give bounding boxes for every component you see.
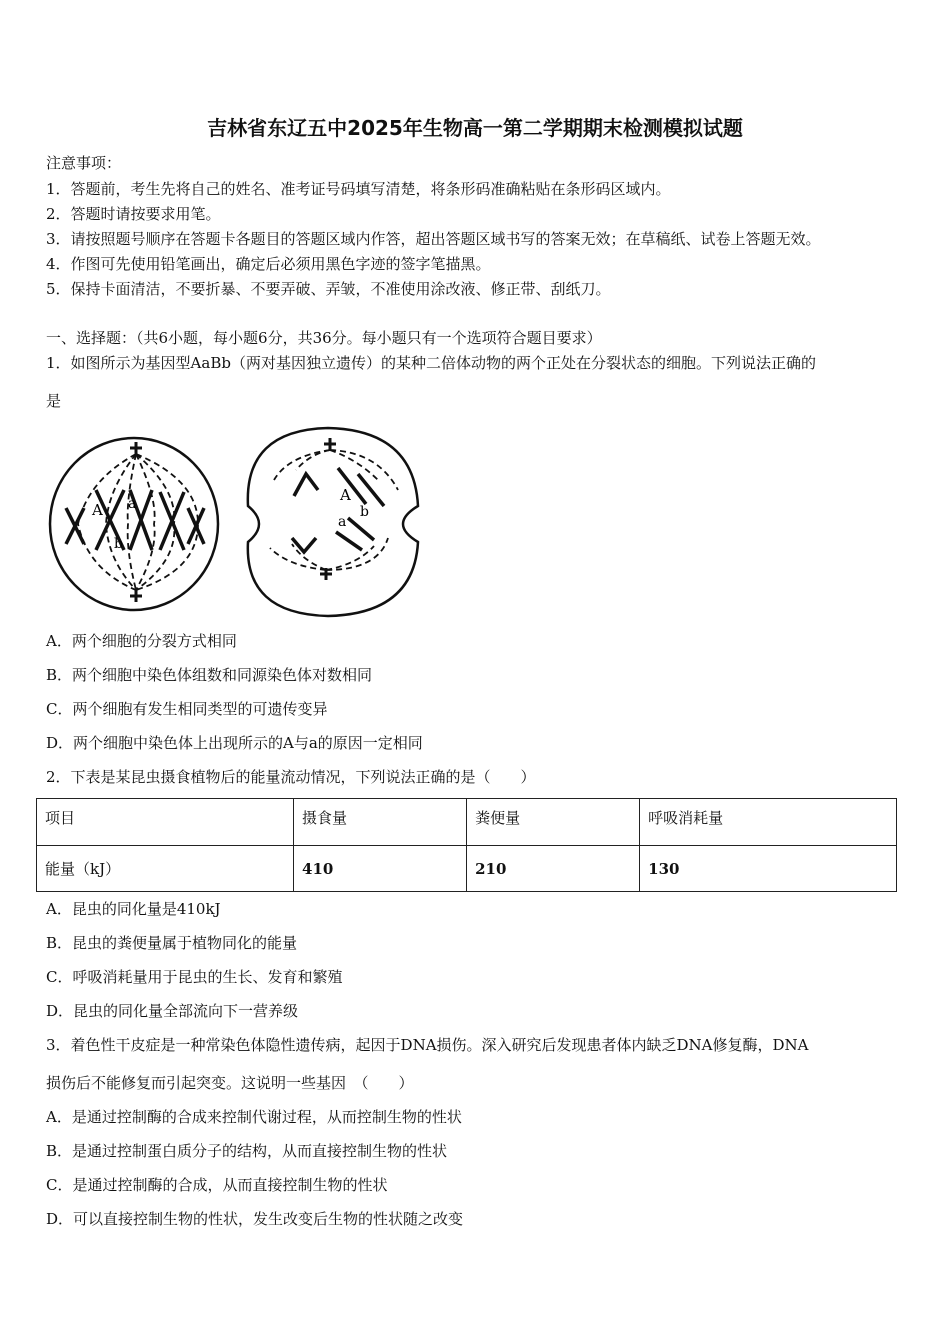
q1-option-b: B．两个细胞中染色体组数和同源染色体对数相同	[46, 666, 373, 684]
q2-option-b: B．昆虫的粪便量属于植物同化的能量	[46, 934, 298, 952]
allele-label: a	[128, 496, 137, 512]
q3-option-c: C．是通过控制酶的合成，从而直接控制生物的性状	[46, 1176, 388, 1194]
q3-stem-cont: 损伤后不能修复而引起突变。这说明一些基因 （ ）	[46, 1074, 414, 1092]
q1-stem: 1．如图所示为基因型AaBb（两对基因独立遗传）的某种二倍体动物的两个正处在分裂状态的细胞。下列说法正确的	[46, 354, 816, 372]
table-header-cell: 项目	[37, 799, 294, 846]
table-header-row	[37, 799, 897, 846]
table-header-cell: 粪便量	[467, 799, 640, 846]
table-cell: 410	[294, 846, 467, 892]
notice-heading: 注意事项：	[46, 154, 122, 172]
q1-option-c: C．两个细胞有发生相同类型的可遗传变异	[46, 700, 328, 718]
allele-label: A	[92, 501, 103, 519]
notice-item: 4．作图可先使用铅笔画出，确定后必须用黑色字迹的签字笔描黑。	[46, 255, 491, 273]
notice-item: 1．答题前，考生先将自己的姓名、准考证号码填写清楚，将条形码准确粘贴在条形码区域内。	[46, 180, 671, 198]
q3-stem: 3．着色性干皮症是一种常染色体隐性遗传病，起因于DNA损伤。深入研究后发现患者体内缺乏DNA修复酶，DNA	[46, 1036, 809, 1054]
left-cell	[50, 438, 218, 610]
q2-stem: 2．下表是某昆虫摄食植物后的能量流动情况，下列说法正确的是（ ）	[46, 768, 536, 786]
q2-option-a: A．昆虫的同化量是410kJ	[46, 900, 221, 918]
allele-label: b	[360, 504, 369, 520]
q1-option-d: D．两个细胞中染色体上出现所示的A与a的原因一定相同	[46, 734, 423, 752]
notice-item: 2．答题时请按要求用笔。	[46, 205, 221, 223]
energy-table	[36, 798, 897, 892]
section-heading: 一、选择题：（共6小题，每小题6分，共36分。每小题只有一个选项符合题目要求）	[46, 329, 602, 347]
q2-option-c: C．呼吸消耗量用于昆虫的生长、发育和繁殖	[46, 968, 343, 986]
allele-label: A	[340, 486, 351, 504]
table-row	[37, 846, 897, 892]
right-cell	[248, 428, 418, 616]
q2-option-d: D．昆虫的同化量全部流向下一营养级	[46, 1002, 299, 1020]
table-header-cell: 摄食量	[294, 799, 467, 846]
q3-option-b: B．是通过控制蛋白质分子的结构，从而直接控制生物的性状	[46, 1142, 448, 1160]
notice-item: 3．请按照题号顺序在答题卡各题目的答题区域内作答，超出答题区域书写的答案无效；在草稿纸、试卷上答题无效。	[46, 230, 821, 248]
allele-label: a	[338, 514, 347, 530]
q3-option-d: D．可以直接控制生物的性状，发生改变后生物的性状随之改变	[46, 1210, 464, 1228]
table-header-cell: 呼吸消耗量	[640, 799, 897, 846]
q3-option-a: A．是通过控制酶的合成来控制代谢过程，从而控制生物的性状	[46, 1108, 462, 1126]
q1-option-a: A．两个细胞的分裂方式相同	[46, 632, 237, 650]
table-cell: 能量（kJ）	[37, 846, 294, 892]
q1-stem-cont: 是	[46, 392, 62, 410]
table-cell: 210	[467, 846, 640, 892]
page-title: 吉林省东辽五中2025年生物高一第二学期期末检测模拟试题	[207, 116, 743, 140]
cell-division-figure	[48, 420, 428, 620]
table-cell: 130	[640, 846, 897, 892]
allele-label: b	[114, 536, 123, 552]
notice-item: 5．保持卡面清洁，不要折暴、不要弄破、弄皱，不准使用涂改液、修正带、刮纸刀。	[46, 280, 611, 298]
